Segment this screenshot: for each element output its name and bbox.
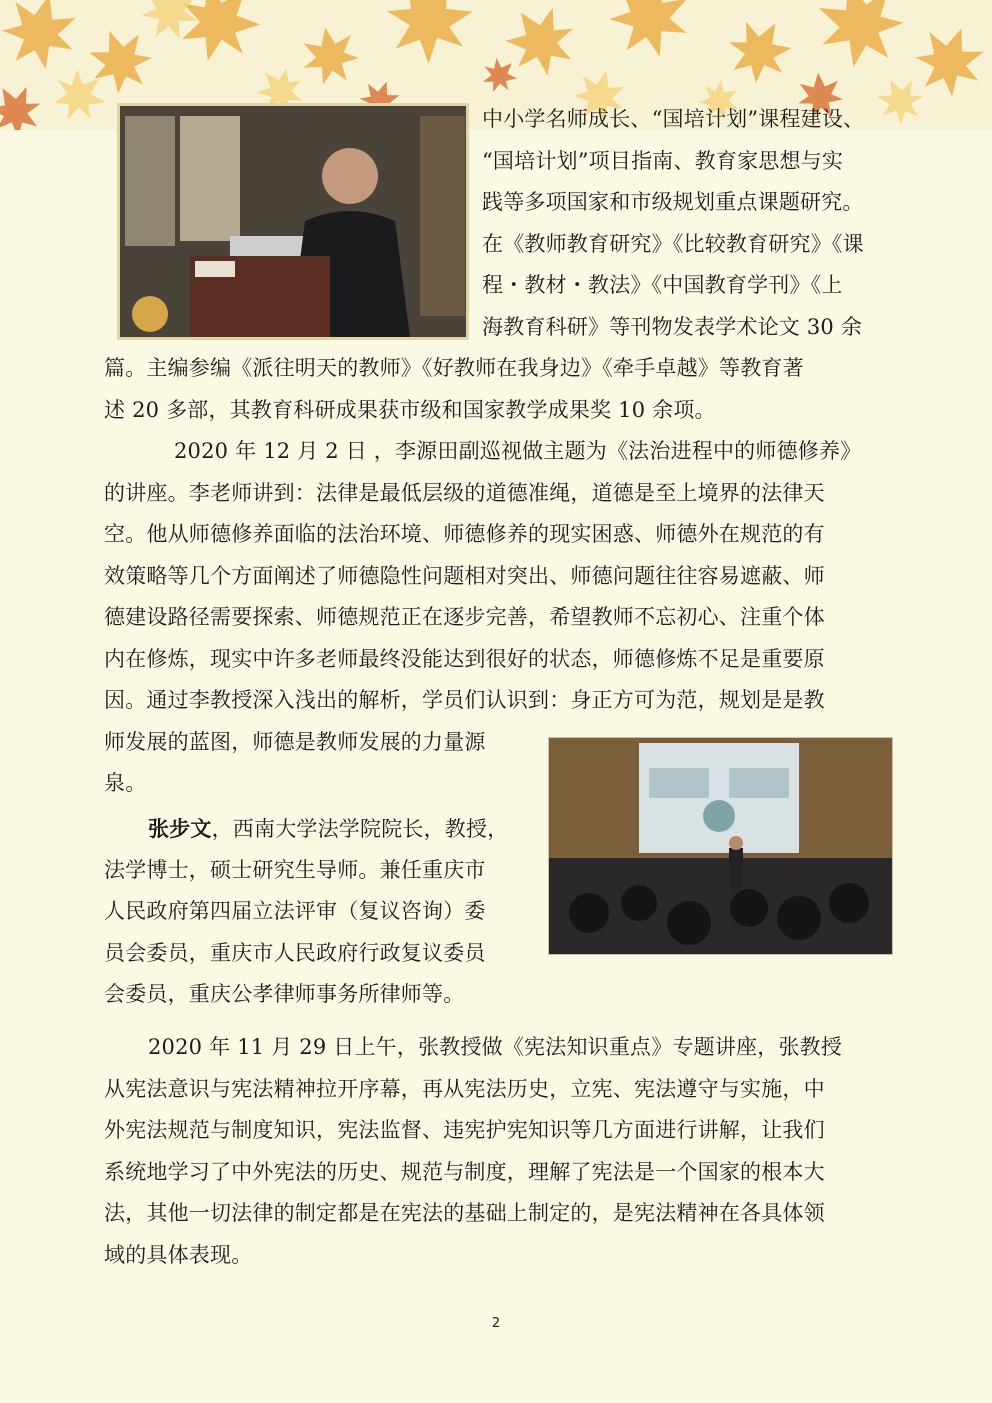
text-line: 系统地学习了中外宪法的历史、规范与制度，理解了宪法是一个国家的根本大 <box>104 1159 825 1184</box>
text-line: 人民政府第四届立法评审（复议咨询）委 <box>104 899 486 923</box>
speaker-podium-photo <box>117 103 469 340</box>
text-line: 程・教材・教法》《中国教育学刊》《上 <box>482 273 843 297</box>
text-line: 德建设路径需要探索、师德规范正在逐步完善，希望教师不忘初心、注重个体 <box>104 605 825 629</box>
text-line <box>104 808 508 850</box>
text-line: 从宪法意识与宪法精神拉开序幕，再从宪法历史，立宪、宪法遵守与实施，中 <box>104 1076 825 1101</box>
text-line: 的讲座。李老师讲到：法律是最低层级的道德准绳，道德是至上境界的法律天 <box>104 480 825 505</box>
text-line: 空。他从师德修养面临的法治环境、师德修养的现实困惑、师德外在规范的有 <box>104 522 825 546</box>
text-line: 法，其他一切法律的制定都是在宪法的基础上制定的，是宪法精神在各具体领 <box>104 1201 825 1225</box>
lecture-li-paragraph <box>104 348 861 805</box>
text-line: “国培计划”项目指南、教育家思想与实 <box>482 148 844 173</box>
text-line: 法学博士，硕士研究生导师。兼任重庆市 <box>104 857 486 882</box>
bio-rest: ，西南大学法学院院长，教授， <box>211 817 509 841</box>
text-line: 员会委员，重庆市人民政府行政复议委员 <box>104 940 486 965</box>
text-line: 篇。主编参编《派往明天的教师》《好教师在我身边》《牵手卓越》等教育著 <box>104 356 804 380</box>
text-line: 2020 年 11 月 29 日上午，张教授做《宪法知识重点》专题讲座，张教授 <box>148 1035 843 1059</box>
text-line: 海教育科研》等刊物发表学术论文 30 余 <box>482 314 863 339</box>
text-line: 因。通过李教授深入浅出的解析，学员们认识到：身正方可为范，规划是是教 <box>104 688 825 712</box>
text-line: 中小学名师成长、“国培计划”课程建设、 <box>482 107 865 131</box>
text-line: 会委员，重庆公孝律师事务所律师等。 <box>104 982 465 1006</box>
lecture-zhang-paragraph <box>104 1027 842 1276</box>
zhang-bio-paragraph <box>104 808 508 1016</box>
text-line: 内在修炼，现实中许多老师最终没能达到很好的状态，师德修炼不足是重要原 <box>104 646 825 671</box>
text-line: 泉。 <box>104 771 147 795</box>
text-line: 践等多项国家和市级规划重点课题研究。 <box>482 190 864 214</box>
page-number: 2 <box>491 1316 501 1331</box>
intro-paragraph-right <box>482 99 864 348</box>
text-line: 外宪法规范与制度知识，宪法监督、违宪护宪知识等几方面进行讲解，让我们 <box>104 1118 825 1142</box>
text-line: 2020 年 12 月 2 日 ，李源田副巡视做主题为《法治进程中的师德修养》 <box>174 439 862 463</box>
text-line: 在《教师教育研究》《比较教育研究》《课 <box>482 231 864 256</box>
text-line: 效策略等几个方面阐述了师德隐性问题相对突出、师德问题往往容易遮蔽、师 <box>104 563 825 588</box>
text-line: 域的具体表现。 <box>104 1242 253 1267</box>
speaker-name: 张步文 <box>148 816 212 841</box>
text-line: 师发展的蓝图，师德是教师发展的力量源 <box>104 729 486 754</box>
text-line: 述 20 多部，其教育科研成果获市级和国家教学成果奖 10 余项。 <box>104 397 716 422</box>
